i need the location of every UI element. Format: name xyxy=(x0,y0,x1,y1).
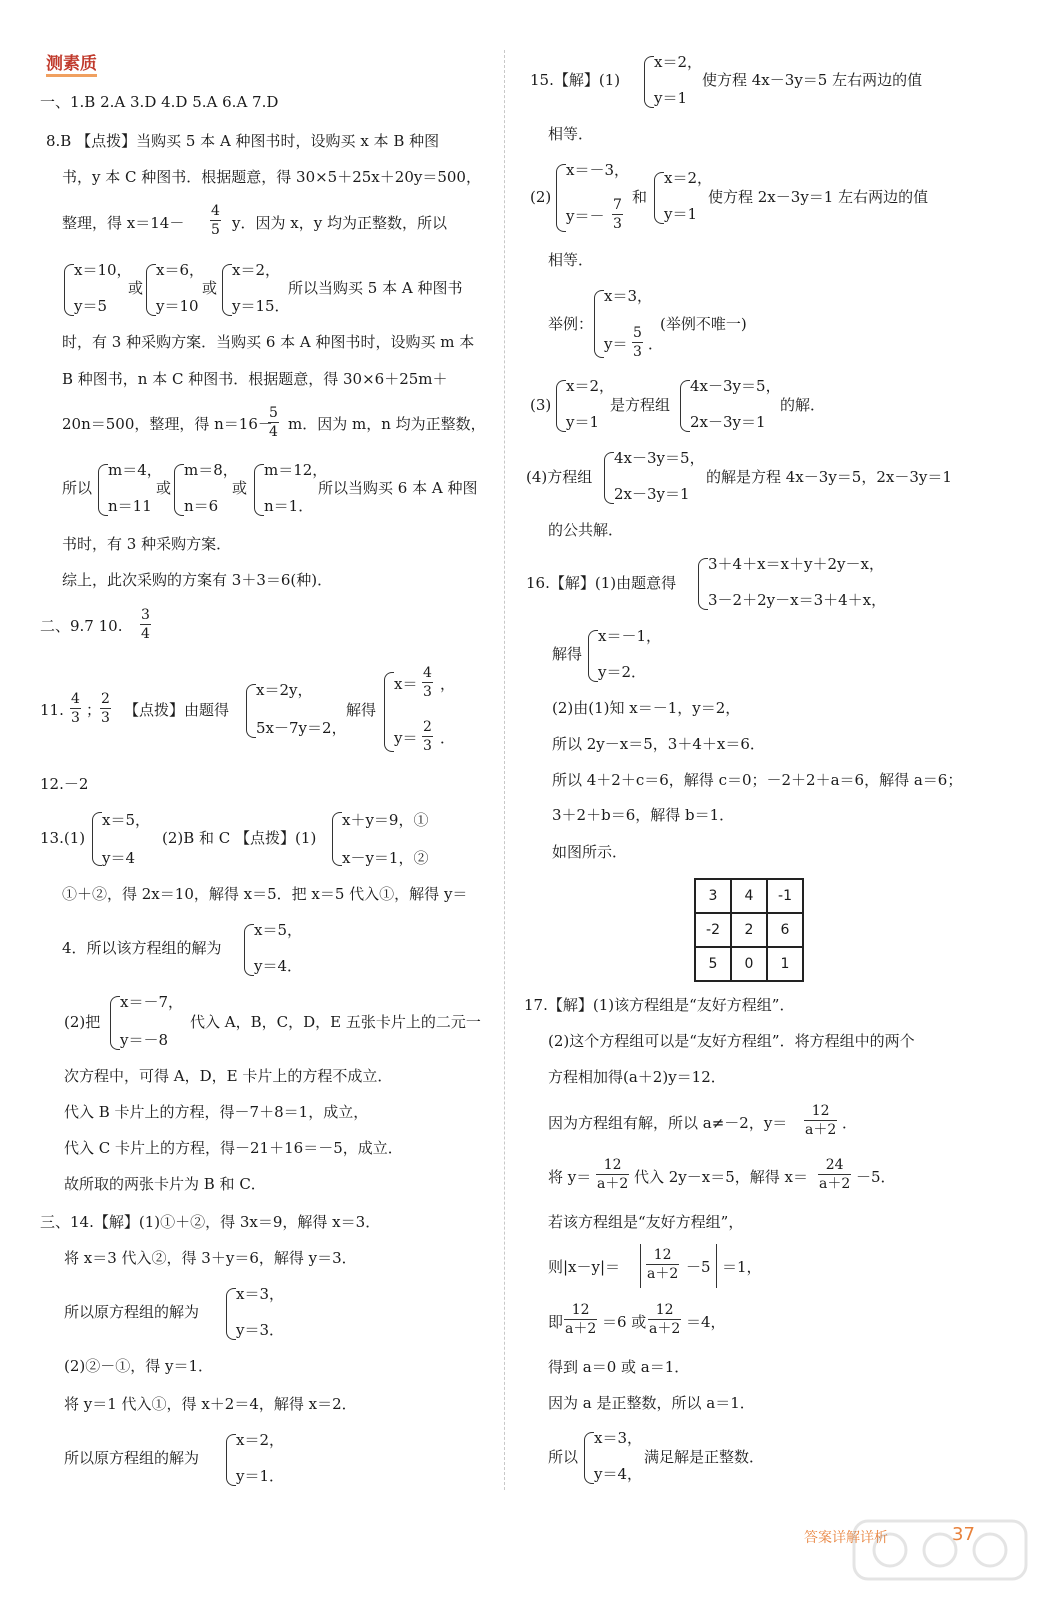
equation: x＝5， xyxy=(254,921,303,939)
equation: x＋y＝9，① xyxy=(342,811,429,829)
q15-line: 相等． xyxy=(548,125,594,143)
q8-line: B 种图书，n 本 C 种图书．根据题意，得 30×6＋25m＋ xyxy=(62,370,448,388)
grid-cell: -2 xyxy=(695,913,731,947)
q14-line: (2)②－①，得 y＝1． xyxy=(64,1357,214,1375)
brace xyxy=(698,558,708,610)
brace xyxy=(584,1432,594,1484)
q8-line: m．因为 m，n 均为正整数， xyxy=(288,415,486,433)
equation: y＝1 xyxy=(566,413,600,431)
equation: x＝2y， xyxy=(256,681,313,699)
q13-line: 代入 C 卡片上的方程，得－21＋16＝－5，成立． xyxy=(64,1139,403,1157)
q13-line: 代入 B 卡片上的方程，得－7＋8＝1，成立， xyxy=(64,1103,369,1121)
equation: y＝1 xyxy=(654,89,688,107)
brace xyxy=(604,452,614,504)
q8-line: 所以 xyxy=(62,479,93,497)
q16-line: (2)由(1)知 x＝－1，y＝2， xyxy=(552,699,741,717)
q16-line: 16.【解】(1)由题意得 xyxy=(526,574,677,592)
choice-answers: 一、1.B 2.A 3.D 4.D 5.A 6.A 7.D xyxy=(40,93,279,111)
abs-bar xyxy=(640,1244,641,1288)
equation: x＝2， xyxy=(236,1431,285,1449)
q15-line: (3) xyxy=(530,396,552,414)
equation: 4x－3y＝5， xyxy=(690,377,781,395)
punct: ． xyxy=(842,1114,858,1132)
or-text: 或 xyxy=(232,479,248,497)
q17-line: 因为 a 是正整数，所以 a＝1． xyxy=(548,1394,755,1412)
fraction: $\frac{12}{a+2}$ xyxy=(649,1302,681,1337)
brace xyxy=(594,290,604,358)
q13-line: ①＋②，得 2x＝10，解得 x＝5．把 x＝5 代入①，解得 y＝ xyxy=(62,885,468,903)
equation: x－y＝1，② xyxy=(342,849,429,867)
q15-line: 15.【解】(1) xyxy=(530,71,621,89)
fraction: $\frac{4}{3}$ xyxy=(423,665,432,700)
equation: x＝3， xyxy=(594,1429,643,1447)
abs-bar xyxy=(716,1244,717,1288)
equation: y＝ xyxy=(394,729,418,747)
q8-line: 书时，有 3 种采购方案． xyxy=(62,535,232,553)
equation: y＝－8 xyxy=(120,1031,169,1049)
q16-line: 如图所示． xyxy=(552,843,628,861)
page-number: 37 xyxy=(952,1524,975,1545)
equation: y＝3． xyxy=(236,1321,285,1339)
brace xyxy=(226,1288,236,1340)
grid-cell: -1 xyxy=(767,879,803,913)
or-text: 或 xyxy=(128,279,144,297)
equation: x＝5， xyxy=(102,811,151,829)
q17-line: 代入 2y－x＝5，解得 x＝ xyxy=(634,1168,809,1186)
or-text: 或 xyxy=(156,479,172,497)
equation: 4x－3y＝5， xyxy=(614,449,705,467)
equation: y＝2． xyxy=(598,663,647,681)
note: (举例不唯一) xyxy=(660,315,747,333)
q17-line: 因为方程组有解，所以 a≠－2，y＝ xyxy=(548,1114,788,1132)
equation: 5x－7y＝2， xyxy=(256,719,347,737)
q15-line: 使方程 2x－3y＝1 左右两边的值 xyxy=(708,188,929,206)
fill-answers: 二、9.7 10. xyxy=(40,617,123,635)
q14-line: 将 y＝1 代入①，得 x＋2＝4，解得 x＝2． xyxy=(64,1395,357,1413)
q17-line: －5． xyxy=(856,1168,896,1186)
q16-line: 解得 xyxy=(552,645,583,663)
q15-line: (4)方程组 xyxy=(526,468,593,486)
brace xyxy=(246,684,256,738)
q17-line: 则|x－y|＝ xyxy=(548,1258,621,1276)
grid-cell: 0 xyxy=(731,947,767,981)
q15-line: 的公共解． xyxy=(548,521,624,539)
equation: m＝4， xyxy=(108,461,162,479)
brace xyxy=(98,464,108,516)
brace xyxy=(332,812,342,866)
q15-line: 相等． xyxy=(548,251,594,269)
brace xyxy=(174,464,184,516)
equation: 2x－3y＝1 xyxy=(690,413,766,431)
fraction: $\frac{5}{4}$ xyxy=(269,405,278,440)
q13-line: 故所取的两张卡片为 B 和 C． xyxy=(64,1175,266,1193)
equation: x＝ xyxy=(394,675,418,693)
fraction: $\frac{2}{3}$ xyxy=(423,719,432,754)
q16-line: 3＋2＋b＝6，解得 b＝1． xyxy=(552,806,735,824)
equation: y＝4， xyxy=(594,1465,643,1483)
equation: x＝3， xyxy=(604,287,653,305)
equation: y＝1． xyxy=(236,1467,285,1485)
equation: n＝6 xyxy=(184,497,219,515)
q15-line: 是方程组 xyxy=(610,396,671,414)
watermark-logo xyxy=(850,1515,1030,1585)
q17-line: (2)这个方程组可以是“友好方程组”．将方程组中的两个 xyxy=(548,1032,915,1050)
equation: m＝8， xyxy=(184,461,238,479)
separator: ； xyxy=(86,701,102,719)
equation: x＝－7， xyxy=(120,993,184,1011)
grid-cell: 1 xyxy=(767,947,803,981)
brace xyxy=(92,812,102,866)
q17-line: 得到 a＝0 或 a＝1． xyxy=(548,1358,690,1376)
fraction: $\frac{12}{a+2}$ xyxy=(805,1103,837,1138)
q15-line: 的解． xyxy=(780,396,826,414)
equation: n＝11 xyxy=(108,497,152,515)
equation: y＝4 xyxy=(102,849,136,867)
brace xyxy=(222,264,232,316)
section-title: 测素质 xyxy=(46,54,97,77)
q17-line: 所以 xyxy=(548,1448,579,1466)
brace xyxy=(644,56,654,108)
q15-line: 的解是方程 4x－3y＝5，2x－3y＝1 xyxy=(706,468,952,486)
q8-line: 综上，此次采购的方案有 3＋3＝6(种)． xyxy=(62,571,333,589)
brace xyxy=(244,924,254,976)
equation: y＝5 xyxy=(74,297,108,315)
grid-cell: 5 xyxy=(695,947,731,981)
grid-cell: 2 xyxy=(731,913,767,947)
brace xyxy=(680,380,690,432)
fraction: $\frac{4}{5}$ xyxy=(211,203,220,238)
brace xyxy=(654,172,664,224)
fraction: $\frac{2}{3}$ xyxy=(101,691,110,726)
q8-line: 8.B 【点拨】当购买 5 本 A 种图书时，设购买 x 本 B 种图 xyxy=(46,132,440,150)
q8-line: 书，y 本 C 种图书．根据题意，得 30×5＋25x＋20y＝500， xyxy=(62,168,481,186)
grid-row xyxy=(695,879,803,913)
q17-line: 将 y＝ xyxy=(548,1168,592,1186)
grid-cell: 4 xyxy=(731,879,767,913)
q15-line: 举例： xyxy=(548,315,594,333)
fraction: $\frac{12}{a+2}$ xyxy=(597,1157,629,1192)
grid-row xyxy=(695,913,803,947)
equation: x＝2， xyxy=(664,169,713,187)
punct: ． xyxy=(440,729,456,747)
q13-line: 4．所以该方程组的解为 xyxy=(62,939,222,957)
brace xyxy=(556,164,566,232)
fraction: $\frac{5}{3}$ xyxy=(633,325,642,360)
punct: ， xyxy=(440,675,456,693)
equation: x＝2， xyxy=(654,53,703,71)
brace xyxy=(556,380,566,432)
q13-line: (2)把 xyxy=(64,1013,101,1031)
or-text: 或 xyxy=(202,279,218,297)
punct: ． xyxy=(648,335,664,353)
q8-line: y．因为 x，y 均为正整数，所以 xyxy=(232,214,447,232)
footer-label: 答案详解详析 xyxy=(804,1530,888,1546)
q11-line: 解得 xyxy=(346,701,377,719)
q14-line: 所以原方程组的解为 xyxy=(64,1449,200,1467)
q17-line: ＝6 或 xyxy=(602,1313,647,1331)
q11-number: 11. xyxy=(40,701,64,719)
equation: x＝3， xyxy=(236,1285,285,1303)
brace xyxy=(254,464,264,516)
equation: x＝－1， xyxy=(598,627,662,645)
q17-line: 17.【解】(1)该方程组是“友好方程组”． xyxy=(524,996,795,1014)
q16-line: 所以 2y－x＝5，3＋4＋x＝6． xyxy=(552,735,765,753)
grid-cell: 3 xyxy=(695,879,731,913)
grid-cell: 6 xyxy=(767,913,803,947)
fraction: $\frac{3}{4}$ xyxy=(141,607,150,642)
fraction: $\frac{4}{3}$ xyxy=(71,691,80,726)
equation: 3－2＋2y－x＝3＋4＋x， xyxy=(708,591,887,609)
equation: y＝15． xyxy=(232,297,290,315)
fraction: $\frac{12}{a+2}$ xyxy=(647,1247,679,1282)
fraction: $\frac{12}{a+2}$ xyxy=(565,1302,597,1337)
q17-line: －5 xyxy=(686,1258,711,1276)
magic-square-grid xyxy=(694,878,804,982)
q8-line: 所以当购买 6 本 A 种图 xyxy=(318,479,478,497)
q17-line: ＝1， xyxy=(722,1258,762,1276)
grid-row xyxy=(695,947,803,981)
q12: 12.－2 xyxy=(40,775,89,793)
equation: x＝2， xyxy=(566,377,615,395)
q17-line: 若该方程组是“友好方程组”， xyxy=(548,1213,744,1231)
brace xyxy=(110,996,120,1050)
equation: 3＋4＋x＝x＋y＋2y－x， xyxy=(708,555,884,573)
q14-line: 三、14.【解】(1)①＋②，得 3x＝9，解得 x＝3． xyxy=(40,1213,381,1231)
and-text: 和 xyxy=(632,188,648,206)
equation: x＝－3， xyxy=(566,161,630,179)
q13-line: 13.(1) xyxy=(40,829,86,847)
brace xyxy=(64,264,74,316)
equation: m＝12， xyxy=(264,461,328,479)
q17-line: 方程相加得(a＋2)y＝12． xyxy=(548,1068,726,1086)
column-divider xyxy=(504,50,505,1490)
equation: x＝6， xyxy=(156,261,205,279)
equation: x＝2， xyxy=(232,261,281,279)
q17-line: ＝4， xyxy=(686,1313,726,1331)
q15-line: (2) xyxy=(530,188,552,206)
q17-line: 满足解是正整数． xyxy=(644,1448,765,1466)
equation: y＝1 xyxy=(664,205,698,223)
q13-line: 次方程中，可得 A，D，E 卡片上的方程不成立． xyxy=(64,1067,393,1085)
equation: n＝1． xyxy=(264,497,314,515)
equation: 2x－3y＝1 xyxy=(614,485,690,503)
q14-line: 将 x＝3 代入②，得 3＋y＝6，解得 y＝3． xyxy=(64,1249,357,1267)
q11-line: 【点拨】由题得 xyxy=(124,701,230,719)
brace xyxy=(588,630,598,682)
equation: y＝4． xyxy=(254,957,303,975)
q13-line: (2)B 和 C 【点拨】(1) xyxy=(162,829,317,847)
brace xyxy=(226,1434,236,1486)
q8-line: 时，有 3 种采购方案．当购买 6 本 A 种图书时，设购买 m 本 xyxy=(62,333,475,351)
q16-line: 所以 4＋2＋c＝6，解得 c＝0；－2＋2＋a＝6，解得 a＝6； xyxy=(552,771,963,789)
q8-line: 整理，得 x＝14－ xyxy=(62,214,185,232)
brace xyxy=(146,264,156,316)
brace xyxy=(384,672,394,752)
q13-line: 代入 A，B，C，D，E 五张卡片上的二元一 xyxy=(190,1013,481,1031)
equation: y＝10 xyxy=(156,297,199,315)
fraction: $\frac{24}{a+2}$ xyxy=(819,1157,851,1192)
equation: y＝－ xyxy=(566,207,605,225)
q8-line: 20n＝500，整理，得 n＝16－ xyxy=(62,415,273,433)
q8-line: 所以当购买 5 本 A 种图书 xyxy=(288,279,463,297)
q14-line: 所以原方程组的解为 xyxy=(64,1303,200,1321)
fraction: $\frac{7}{3}$ xyxy=(613,197,622,232)
equation: y＝ xyxy=(604,335,628,353)
equation: x＝10， xyxy=(74,261,132,279)
q15-line: 使方程 4x－3y＝5 左右两边的值 xyxy=(702,71,923,89)
q17-line: 即 xyxy=(548,1313,564,1331)
